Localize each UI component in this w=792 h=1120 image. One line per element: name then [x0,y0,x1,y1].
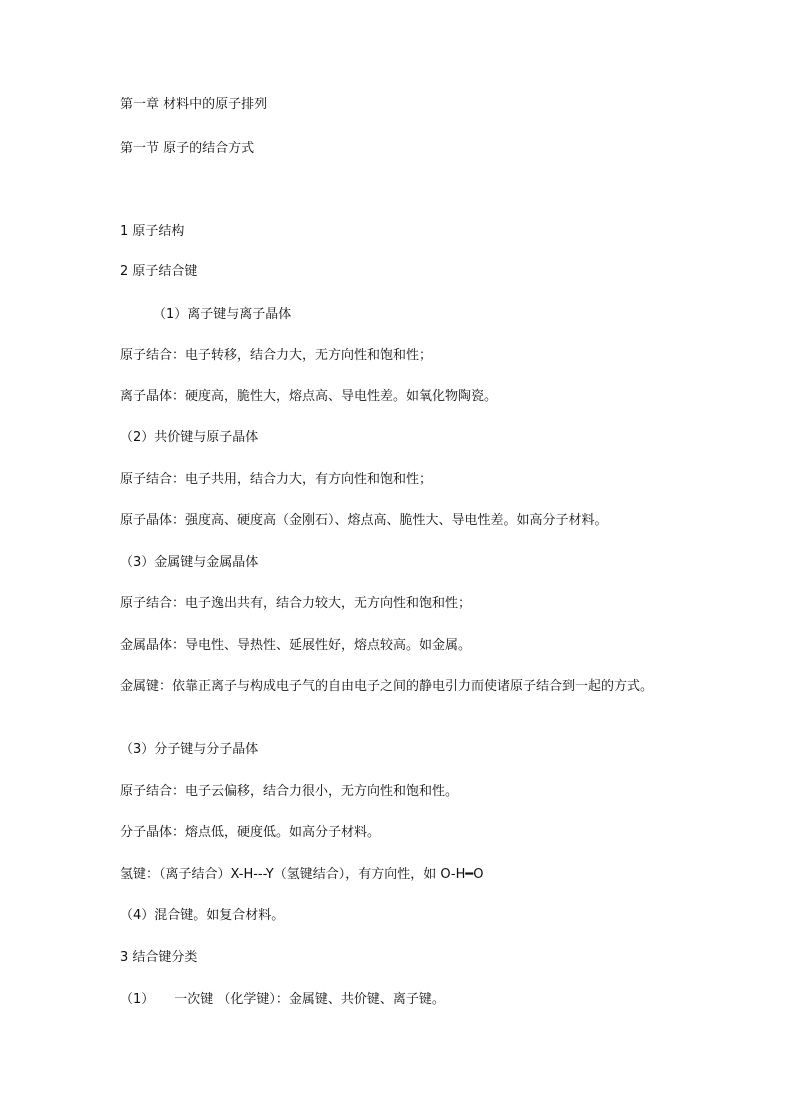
subheading-molecular: （3）分子键与分子晶体 [120,742,259,757]
molecular-crystal-text: 分子晶体：熔点低，硬度低。如高分子材料。 [120,825,381,840]
chapter-title: 第一章 材料中的原子排列 [120,97,268,112]
metallic-bond-text: 原子结合：电子逸出共有，结合力较大，无方向性和饱和性； [120,596,472,611]
mixed-bond-text: （4）混合键。如复合材料。 [120,908,285,923]
ionic-bond-text: 原子结合：电子转移，结合力大，无方向性和饱和性； [120,348,433,363]
hydrogen-bond-text: 氢键：（离子结合）X-H---Y（氢键结合），有方向性，如 O-H━O [120,867,484,882]
covalent-bond-text: 原子结合：电子共用，结合力大，有方向性和饱和性； [120,472,433,487]
classification-item-number: （1） [120,992,155,1007]
subheading-metallic: （3）金属键与金属晶体 [120,555,259,570]
subheading-ionic: （1）离子键与离子晶体 [153,307,292,322]
metallic-crystal-text: 金属晶体：导电性、导热性、延展性好，熔点较高。如金属。 [120,638,472,653]
covalent-crystal-text: 原子晶体：强度高、硬度高（金刚石）、熔点高、脆性大、导电性差。如高分子材料。 [120,513,608,528]
section-title: 第一节 原子的结合方式 [120,141,255,156]
molecular-bond-text: 原子结合：电子云偏移，结合力很小，无方向性和饱和性。 [120,784,459,799]
metallic-bond-definition: 金属键：依靠正离子与构成电子气的自由电子之间的静电引力而使诸原子结合到一起的方式。 [120,679,654,694]
subheading-covalent: （2）共价键与原子晶体 [120,430,259,445]
heading-atomic-structure: 1 原子结构 [120,224,185,239]
heading-atomic-bonds: 2 原子结合键 [120,264,198,279]
classification-item-text: 一次键 （化学键）：金属键、共价键、离子键。 [174,992,445,1007]
heading-bond-classification: 3 结合键分类 [120,950,198,965]
ionic-crystal-text: 离子晶体：硬度高，脆性大，熔点高、导电性差。如氧化物陶瓷。 [120,389,498,404]
classification-item-1 [120,990,680,1010]
